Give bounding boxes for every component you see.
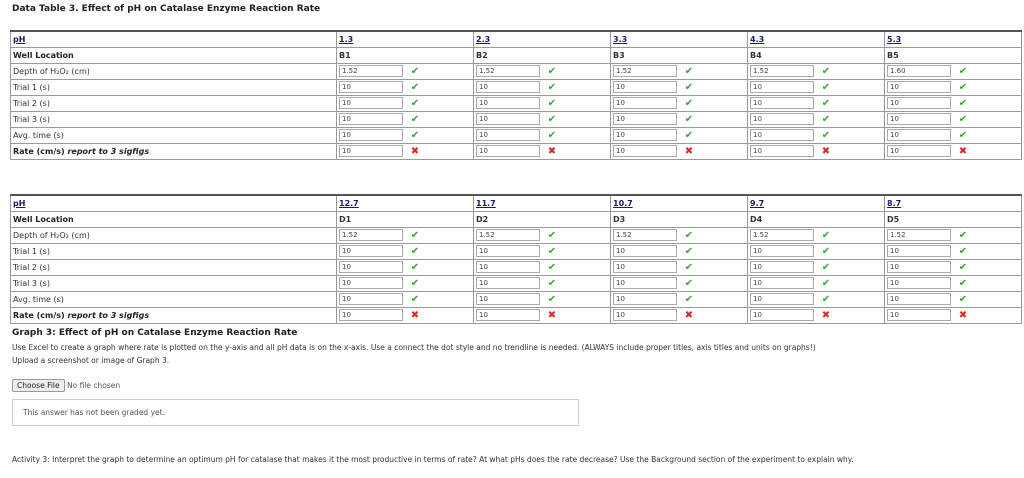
data-cell [337, 143, 474, 159]
x-mark-icon: ✖ [410, 145, 420, 157]
row-label-cell [11, 143, 337, 159]
table-row [11, 31, 1022, 47]
depth-input[interactable]: 1.52 [476, 65, 540, 77]
data-cell [885, 291, 1022, 307]
t2-input[interactable]: 10 [476, 97, 540, 109]
t3-row-label: Trial 3 (s) [13, 114, 50, 124]
data-cell [474, 195, 611, 211]
t1-input[interactable]: 10 [613, 81, 677, 93]
data-cell [337, 47, 474, 63]
table-row [11, 307, 1022, 323]
data-cell [885, 79, 1022, 95]
graph3-instruction-text: Use Excel to create a graph where rate is plotted on the y-axis and all pH data is on the x-axis. Use a connect the dot style and no trendline is needed. (ALWAYS include proper titles, axis titles and units on graphs!) [12, 343, 816, 352]
t3-input[interactable]: 10 [339, 113, 403, 125]
t1-input[interactable]: 10 [476, 81, 540, 93]
data-cell [337, 275, 474, 291]
data-cell [611, 243, 748, 259]
ph-row-label: pH [13, 198, 26, 208]
data-cell [611, 211, 748, 227]
check-mark-icon: ✔ [821, 261, 831, 273]
check-mark-icon: ✔ [684, 129, 694, 141]
data-cell [748, 211, 885, 227]
check-mark-icon: ✔ [821, 81, 831, 93]
data-cell [337, 111, 474, 127]
well-location-label: Well Location [13, 50, 74, 60]
data-cell [748, 259, 885, 275]
data-cell [611, 259, 748, 275]
data-cell [611, 307, 748, 323]
t1-input[interactable]: 10 [750, 245, 814, 257]
t3-input[interactable]: 10 [750, 113, 814, 125]
ph-value: 11.7 [476, 198, 496, 208]
data-cell [337, 63, 474, 79]
data-cell [474, 307, 611, 323]
well-value: D5 [887, 214, 900, 224]
data-cell [748, 291, 885, 307]
depth-input[interactable]: 1.52 [613, 65, 677, 77]
check-mark-icon: ✔ [410, 277, 420, 289]
t2-input[interactable]: 10 [613, 261, 677, 273]
t3-input[interactable]: 10 [476, 277, 540, 289]
check-mark-icon: ✔ [958, 65, 968, 77]
data-cell [474, 111, 611, 127]
data-cell [885, 143, 1022, 159]
ph-value: 1.3 [339, 34, 354, 44]
data-cell [748, 111, 885, 127]
data-cell [474, 63, 611, 79]
data-cell [337, 259, 474, 275]
data-cell [611, 63, 748, 79]
avg-input[interactable]: 10 [750, 293, 814, 305]
rate-label-text: Rate (cm/s) [13, 310, 68, 320]
data-cell [748, 31, 885, 47]
check-mark-icon: ✔ [958, 277, 968, 289]
avg-input[interactable]: 10 [887, 293, 951, 305]
t3-input[interactable]: 10 [476, 113, 540, 125]
check-mark-icon: ✔ [410, 65, 420, 77]
check-mark-icon: ✔ [684, 65, 694, 77]
data-table-title: Data Table 3. Effect of pH on Catalase Enzyme Reaction Rate [12, 4, 321, 14]
x-mark-icon: ✖ [547, 309, 557, 321]
x-mark-icon: ✖ [410, 309, 420, 321]
data-cell [337, 307, 474, 323]
avg-input[interactable]: 10 [750, 129, 814, 141]
data-cell [611, 111, 748, 127]
avg-input[interactable]: 10 [339, 293, 403, 305]
row-label-cell [11, 195, 337, 211]
file-upload [12, 379, 120, 392]
t2-input[interactable]: 10 [339, 261, 403, 273]
well-value: B2 [476, 50, 488, 60]
check-mark-icon: ✔ [821, 129, 831, 141]
depth-input[interactable]: 1.52 [613, 229, 677, 241]
graph3-instructions [12, 341, 1012, 367]
data-cell [748, 127, 885, 143]
check-mark-icon: ✔ [958, 245, 968, 257]
data-cell [474, 243, 611, 259]
data-cell [748, 47, 885, 63]
data-cell [337, 291, 474, 307]
check-mark-icon: ✔ [684, 97, 694, 109]
avg-input[interactable]: 10 [476, 293, 540, 305]
rate-input[interactable]: 10 [339, 145, 403, 157]
check-mark-icon: ✔ [958, 129, 968, 141]
check-mark-icon: ✔ [684, 245, 694, 257]
depth-input[interactable]: 1.52 [476, 229, 540, 241]
rate-label-text: Rate (cm/s) [13, 146, 68, 156]
data-cell [885, 259, 1022, 275]
data-cell [748, 79, 885, 95]
t3-row-label: Trial 3 (s) [13, 278, 50, 288]
ph-value: 10.7 [613, 198, 633, 208]
table-row [11, 79, 1022, 95]
data-cell [885, 31, 1022, 47]
rate-row-label [13, 147, 149, 156]
rate-input[interactable]: 10 [887, 145, 951, 157]
rate-input[interactable]: 10 [476, 145, 540, 157]
data-table-ph-high [10, 194, 1022, 324]
x-mark-icon: ✖ [958, 309, 968, 321]
ph-value: 3.3 [613, 34, 628, 44]
data-cell [885, 111, 1022, 127]
data-cell [748, 195, 885, 211]
check-mark-icon: ✔ [958, 113, 968, 125]
well-value: D3 [613, 214, 626, 224]
data-cell [885, 275, 1022, 291]
table-row [11, 211, 1022, 227]
t1-input[interactable]: 10 [887, 245, 951, 257]
avg-input[interactable]: 10 [476, 129, 540, 141]
row-label-cell [11, 211, 337, 227]
well-value: D4 [750, 214, 763, 224]
check-mark-icon: ✔ [547, 129, 557, 141]
row-label-cell [11, 127, 337, 143]
well-value: D1 [339, 214, 352, 224]
avg-input[interactable]: 10 [887, 129, 951, 141]
check-mark-icon: ✔ [821, 97, 831, 109]
check-mark-icon: ✔ [958, 97, 968, 109]
row-label-cell [11, 31, 337, 47]
table-row [11, 291, 1022, 307]
activity3-question: Activity 3: Interpret the graph to determine an optimum pH for catalase that makes it the most productive in terms of rate? At what pHs does the rate decrease? Use the Background section of the experiment to explain why. [12, 455, 854, 464]
check-mark-icon: ✔ [684, 229, 694, 241]
data-cell [337, 211, 474, 227]
avg-input[interactable]: 10 [613, 129, 677, 141]
rate-input[interactable]: 10 [339, 309, 403, 321]
check-mark-icon: ✔ [410, 97, 420, 109]
row-label-cell [11, 307, 337, 323]
data-cell [337, 195, 474, 211]
avg-row-label: Avg. time (s) [13, 294, 64, 304]
table-row [11, 47, 1022, 63]
data-cell [748, 307, 885, 323]
ph-value: 9.7 [750, 198, 765, 208]
data-cell [474, 211, 611, 227]
check-mark-icon: ✔ [547, 65, 557, 77]
data-cell [611, 79, 748, 95]
rate-input[interactable]: 10 [750, 145, 814, 157]
check-mark-icon: ✔ [958, 261, 968, 273]
table-row [11, 143, 1022, 159]
check-mark-icon: ✔ [958, 81, 968, 93]
row-label-cell [11, 63, 337, 79]
check-mark-icon: ✔ [684, 261, 694, 273]
check-mark-icon: ✔ [547, 277, 557, 289]
rate-row-label [13, 311, 149, 320]
rate-label-hint: report to 3 sigfigs [67, 310, 150, 320]
t2-row-label: Trial 2 (s) [13, 98, 50, 108]
x-mark-icon: ✖ [821, 309, 831, 321]
t3-input[interactable]: 10 [887, 277, 951, 289]
check-mark-icon: ✔ [958, 293, 968, 305]
well-value: B5 [887, 50, 899, 60]
row-label-cell [11, 95, 337, 111]
ph-value: 4.3 [750, 34, 765, 44]
well-value: B4 [750, 50, 762, 60]
data-cell [337, 227, 474, 243]
row-label-cell [11, 291, 337, 307]
check-mark-icon: ✔ [410, 129, 420, 141]
row-label-cell [11, 79, 337, 95]
data-cell [337, 31, 474, 47]
data-cell [337, 127, 474, 143]
data-cell [337, 95, 474, 111]
choose-file-button[interactable]: Choose File [12, 379, 65, 392]
data-cell [885, 243, 1022, 259]
graph3-title: Graph 3: Effect of pH on Catalase Enzyme Reaction Rate [12, 328, 298, 338]
data-cell [748, 95, 885, 111]
t2-row-label: Trial 2 (s) [13, 262, 50, 272]
table-row [11, 127, 1022, 143]
data-cell [611, 47, 748, 63]
check-mark-icon: ✔ [410, 293, 420, 305]
data-cell [885, 95, 1022, 111]
data-cell [885, 63, 1022, 79]
ph-value: 12.7 [339, 198, 359, 208]
data-cell [474, 227, 611, 243]
table-row [11, 259, 1022, 275]
t1-input[interactable]: 10 [339, 81, 403, 93]
check-mark-icon: ✔ [821, 277, 831, 289]
t2-input[interactable]: 10 [887, 97, 951, 109]
data-cell [474, 291, 611, 307]
depth-input[interactable]: 1.52 [339, 65, 403, 77]
data-cell [885, 307, 1022, 323]
data-cell [611, 195, 748, 211]
no-file-label: No file chosen [67, 381, 121, 390]
data-cell [748, 275, 885, 291]
check-mark-icon: ✔ [547, 81, 557, 93]
data-cell [748, 143, 885, 159]
t2-input[interactable]: 10 [750, 261, 814, 273]
t3-input[interactable]: 10 [613, 277, 677, 289]
check-mark-icon: ✔ [821, 229, 831, 241]
data-cell [474, 95, 611, 111]
t2-input[interactable]: 10 [339, 97, 403, 109]
check-mark-icon: ✔ [547, 261, 557, 273]
data-cell [611, 95, 748, 111]
t3-input[interactable]: 10 [339, 277, 403, 289]
data-cell [611, 31, 748, 47]
ph-value: 5.3 [887, 34, 902, 44]
x-mark-icon: ✖ [684, 309, 694, 321]
data-cell [611, 127, 748, 143]
rate-input[interactable]: 10 [887, 309, 951, 321]
rate-input[interactable]: 10 [476, 309, 540, 321]
data-cell [474, 259, 611, 275]
rate-label-hint: report to 3 sigfigs [67, 146, 150, 156]
data-cell [474, 47, 611, 63]
depth-row-label: Depth of H₂O₂ (cm) [13, 230, 90, 240]
row-label-cell [11, 275, 337, 291]
well-location-label: Well Location [13, 214, 74, 224]
avg-row-label: Avg. time (s) [13, 130, 64, 140]
check-mark-icon: ✔ [958, 229, 968, 241]
x-mark-icon: ✖ [821, 145, 831, 157]
t2-input[interactable]: 10 [887, 261, 951, 273]
data-cell [474, 143, 611, 159]
data-cell [337, 79, 474, 95]
data-cell [474, 31, 611, 47]
x-mark-icon: ✖ [684, 145, 694, 157]
check-mark-icon: ✔ [547, 245, 557, 257]
t3-input[interactable]: 10 [887, 113, 951, 125]
data-cell [474, 127, 611, 143]
data-cell [337, 243, 474, 259]
check-mark-icon: ✔ [410, 261, 420, 273]
depth-input[interactable]: 1.52 [887, 229, 951, 241]
t1-input[interactable]: 10 [887, 81, 951, 93]
t2-input[interactable]: 10 [613, 97, 677, 109]
well-value: B1 [339, 50, 351, 60]
check-mark-icon: ✔ [410, 229, 420, 241]
data-cell [748, 227, 885, 243]
check-mark-icon: ✔ [547, 293, 557, 305]
depth-input[interactable]: 1.52 [750, 229, 814, 241]
data-cell [885, 227, 1022, 243]
check-mark-icon: ✔ [547, 229, 557, 241]
data-cell [611, 291, 748, 307]
rate-input[interactable]: 10 [750, 309, 814, 321]
check-mark-icon: ✔ [684, 81, 694, 93]
data-cell [474, 275, 611, 291]
check-mark-icon: ✔ [547, 97, 557, 109]
data-cell [885, 195, 1022, 211]
table-row [11, 195, 1022, 211]
data-cell [474, 79, 611, 95]
row-label-cell [11, 227, 337, 243]
row-label-cell [11, 243, 337, 259]
avg-input[interactable]: 10 [613, 293, 677, 305]
x-mark-icon: ✖ [547, 145, 557, 157]
depth-input[interactable]: 1.52 [750, 65, 814, 77]
check-mark-icon: ✔ [821, 65, 831, 77]
graph3-upload-prompt: Upload a screenshot or image of Graph 3. [12, 356, 170, 365]
data-cell [611, 275, 748, 291]
table-row [11, 227, 1022, 243]
data-cell [748, 243, 885, 259]
check-mark-icon: ✔ [410, 113, 420, 125]
check-mark-icon: ✔ [410, 245, 420, 257]
check-mark-icon: ✔ [684, 277, 694, 289]
table-row [11, 111, 1022, 127]
rate-input[interactable]: 10 [613, 145, 677, 157]
data-cell [611, 227, 748, 243]
t2-input[interactable]: 10 [750, 97, 814, 109]
data-cell [885, 211, 1022, 227]
t1-input[interactable]: 10 [339, 245, 403, 257]
rate-input[interactable]: 10 [613, 309, 677, 321]
t3-input[interactable]: 10 [613, 113, 677, 125]
check-mark-icon: ✔ [821, 293, 831, 305]
t2-input[interactable]: 10 [476, 261, 540, 273]
table-row [11, 243, 1022, 259]
t1-row-label: Trial 1 (s) [13, 82, 50, 92]
check-mark-icon: ✔ [821, 245, 831, 257]
check-mark-icon: ✔ [684, 293, 694, 305]
check-mark-icon: ✔ [821, 113, 831, 125]
t1-input[interactable]: 10 [750, 81, 814, 93]
table-row [11, 63, 1022, 79]
depth-row-label: Depth of H₂O₂ (cm) [13, 66, 90, 76]
check-mark-icon: ✔ [684, 113, 694, 125]
ph-row-label: pH [13, 34, 26, 44]
data-cell [885, 47, 1022, 63]
t1-input[interactable]: 10 [613, 245, 677, 257]
ph-value: 8.7 [887, 198, 902, 208]
table-row [11, 275, 1022, 291]
well-value: B3 [613, 50, 625, 60]
t3-input[interactable]: 10 [750, 277, 814, 289]
check-mark-icon: ✔ [547, 113, 557, 125]
data-cell [748, 63, 885, 79]
data-cell [885, 127, 1022, 143]
x-mark-icon: ✖ [958, 145, 968, 157]
well-value: D2 [476, 214, 489, 224]
t1-row-label: Trial 1 (s) [13, 246, 50, 256]
data-table-ph-low [10, 30, 1022, 160]
depth-input[interactable]: 1.52 [339, 229, 403, 241]
row-label-cell [11, 111, 337, 127]
t1-input[interactable]: 10 [476, 245, 540, 257]
depth-input[interactable]: 1.60 [887, 65, 951, 77]
avg-input[interactable]: 10 [339, 129, 403, 141]
row-label-cell [11, 259, 337, 275]
row-label-cell [11, 47, 337, 63]
grading-status-box: This answer has not been graded yet. [12, 399, 579, 426]
table-row [11, 95, 1022, 111]
ph-value: 2.3 [476, 34, 491, 44]
data-cell [611, 143, 748, 159]
check-mark-icon: ✔ [410, 81, 420, 93]
